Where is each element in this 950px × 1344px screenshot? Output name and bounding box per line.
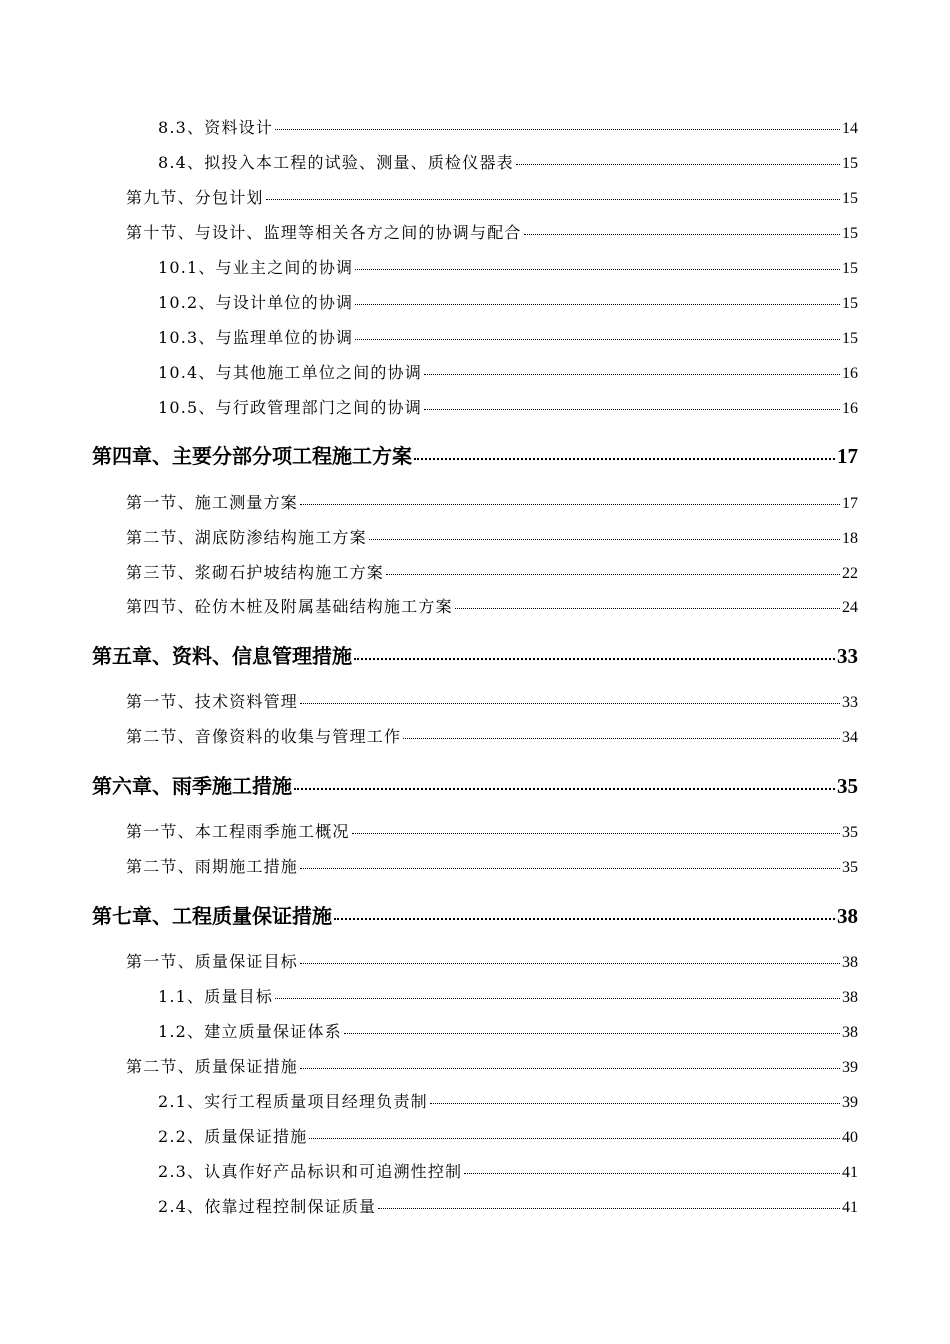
dot-leader <box>424 374 840 375</box>
toc-entry-title: 第二节、音像资料的收集与管理工作 <box>126 727 402 746</box>
toc-entry-page-number: 38 <box>842 954 858 971</box>
toc-section-entry[interactable] <box>126 560 858 583</box>
dot-leader <box>455 608 840 609</box>
toc-section-entry[interactable] <box>126 854 858 877</box>
toc-entry-title: 第三节、浆砌石护坡结构施工方案 <box>126 563 385 582</box>
toc-entry-page-number: 16 <box>842 365 858 382</box>
toc-subsection-entry[interactable] <box>158 395 858 418</box>
dot-leader <box>524 234 840 235</box>
toc-section-entry[interactable] <box>126 1054 858 1077</box>
dot-leader <box>300 1068 840 1069</box>
toc-entry-title: 第四节、砼仿木桩及附属基础结构施工方案 <box>126 597 453 616</box>
toc-entry-title: 10.4、与其他施工单位之间的协调 <box>158 363 423 382</box>
toc-entry-page-number: 15 <box>842 295 858 312</box>
toc-entry-page-number: 41 <box>842 1164 858 1181</box>
toc-subsection-entry[interactable] <box>158 1194 858 1217</box>
toc-entry-title: 第四章、主要分部分项工程施工方案 <box>92 444 412 468</box>
toc-entry-title: 10.5、与行政管理部门之间的协调 <box>158 398 423 417</box>
toc-entry-title: 8.3、资料设计 <box>158 118 274 137</box>
toc-entry-page-number: 15 <box>842 260 858 277</box>
dot-leader <box>309 1138 840 1139</box>
toc-section-entry[interactable] <box>126 949 858 972</box>
toc-entry-page-number: 24 <box>842 599 858 616</box>
toc-subsection-entry[interactable] <box>158 115 858 138</box>
toc-chapter-entry[interactable] <box>92 640 858 669</box>
toc-entry-page-number: 35 <box>842 824 858 841</box>
toc-entry-page-number: 39 <box>842 1094 858 1111</box>
dot-leader <box>275 998 840 999</box>
dot-leader <box>378 1208 840 1209</box>
toc-entry-title: 2.2、质量保证措施 <box>158 1127 308 1146</box>
dot-leader <box>275 129 840 130</box>
toc-entry-page-number: 34 <box>842 729 858 746</box>
toc-entry-page-number: 33 <box>837 644 858 668</box>
toc-entry-title: 1.1、质量目标 <box>158 987 274 1006</box>
toc-entry-page-number: 40 <box>842 1129 858 1146</box>
toc-section-entry[interactable] <box>126 185 858 208</box>
toc-entry-title: 第七章、工程质量保证措施 <box>92 904 332 928</box>
dot-leader <box>430 1103 840 1104</box>
toc-entry-page-number: 17 <box>837 444 858 468</box>
toc-section-entry[interactable] <box>126 594 858 617</box>
toc-entry-title: 第一节、本工程雨季施工概况 <box>126 822 350 841</box>
dot-leader <box>354 658 835 660</box>
dot-leader <box>300 963 840 964</box>
toc-entry-page-number: 15 <box>842 190 858 207</box>
toc-entry-page-number: 22 <box>842 565 858 582</box>
toc-entry-page-number: 33 <box>842 694 858 711</box>
toc-subsection-entry[interactable] <box>158 325 858 348</box>
dot-leader <box>386 574 840 575</box>
toc-entry-title: 第五章、资料、信息管理措施 <box>92 644 352 668</box>
dot-leader <box>424 409 840 410</box>
toc-entry-page-number: 38 <box>837 904 858 928</box>
toc-chapter-entry[interactable] <box>92 900 858 929</box>
toc-chapter-entry[interactable] <box>92 440 858 469</box>
toc-entry-title: 10.3、与监理单位的协调 <box>158 328 354 347</box>
toc-entry-title: 第六章、雨季施工措施 <box>92 774 292 798</box>
toc-entry-title: 第二节、雨期施工措施 <box>126 857 299 876</box>
toc-entry-title: 第九节、分包计划 <box>126 188 264 207</box>
toc-entry-title: 2.1、实行工程质量项目经理负责制 <box>158 1092 428 1111</box>
dot-leader <box>266 199 840 200</box>
dot-leader <box>355 304 840 305</box>
dot-leader <box>355 339 840 340</box>
toc-subsection-entry[interactable] <box>158 1019 858 1042</box>
toc-entry-page-number: 39 <box>842 1059 858 1076</box>
toc-entry-title: 8.4、拟投入本工程的试验、测量、质检仪器表 <box>158 153 514 172</box>
toc-entry-page-number: 41 <box>842 1199 858 1216</box>
toc-subsection-entry[interactable] <box>158 360 858 383</box>
dot-leader <box>300 504 840 505</box>
dot-leader <box>414 458 835 460</box>
dot-leader <box>516 164 840 165</box>
dot-leader <box>464 1173 840 1174</box>
toc-entry-title: 第一节、技术资料管理 <box>126 692 299 711</box>
toc-subsection-entry[interactable] <box>158 984 858 1007</box>
toc-section-entry[interactable] <box>126 220 858 243</box>
dot-leader <box>300 868 840 869</box>
dot-leader <box>403 738 840 739</box>
toc-entry-title: 10.2、与设计单位的协调 <box>158 293 354 312</box>
toc-subsection-entry[interactable] <box>158 150 858 173</box>
toc-entry-page-number: 17 <box>842 495 858 512</box>
toc-entry-page-number: 16 <box>842 400 858 417</box>
toc-entry-title: 1.2、建立质量保证体系 <box>158 1022 342 1041</box>
toc-entry-page-number: 14 <box>842 120 858 137</box>
toc-subsection-entry[interactable] <box>158 1124 858 1147</box>
dot-leader <box>352 833 840 834</box>
dot-leader <box>294 788 835 790</box>
toc-entry-page-number: 18 <box>842 530 858 547</box>
toc-subsection-entry[interactable] <box>158 1089 858 1112</box>
toc-section-entry[interactable] <box>126 490 858 513</box>
dot-leader <box>344 1033 840 1034</box>
toc-section-entry[interactable] <box>126 819 858 842</box>
toc-entry-title: 2.4、依靠过程控制保证质量 <box>158 1197 377 1216</box>
toc-entry-title: 第十节、与设计、监理等相关各方之间的协调与配合 <box>126 223 522 242</box>
toc-entry-page-number: 15 <box>842 155 858 172</box>
toc-subsection-entry[interactable] <box>158 290 858 313</box>
toc-entry-title: 2.3、认真作好产品标识和可追溯性控制 <box>158 1162 463 1181</box>
dot-leader <box>334 918 835 920</box>
toc-subsection-entry[interactable] <box>158 255 858 278</box>
toc-entry-page-number: 15 <box>842 225 858 242</box>
toc-entry-title: 第一节、质量保证目标 <box>126 952 299 971</box>
toc-entry-title: 第一节、施工测量方案 <box>126 493 299 512</box>
toc-entry-page-number: 38 <box>842 1024 858 1041</box>
toc-section-entry[interactable] <box>126 689 858 712</box>
toc-entry-page-number: 15 <box>842 330 858 347</box>
toc-entry-page-number: 35 <box>842 859 858 876</box>
toc-subsection-entry[interactable] <box>158 1159 858 1182</box>
dot-leader <box>369 539 840 540</box>
dot-leader <box>355 269 840 270</box>
toc-section-entry[interactable] <box>126 724 858 747</box>
dot-leader <box>300 703 840 704</box>
toc-section-entry[interactable] <box>126 525 858 548</box>
toc-entry-title: 第二节、质量保证措施 <box>126 1057 299 1076</box>
toc-entry-page-number: 35 <box>837 774 858 798</box>
toc-entry-title: 10.1、与业主之间的协调 <box>158 258 354 277</box>
toc-entry-page-number: 38 <box>842 989 858 1006</box>
toc-chapter-entry[interactable] <box>92 770 858 799</box>
toc-entry-title: 第二节、湖底防渗结构施工方案 <box>126 528 367 547</box>
